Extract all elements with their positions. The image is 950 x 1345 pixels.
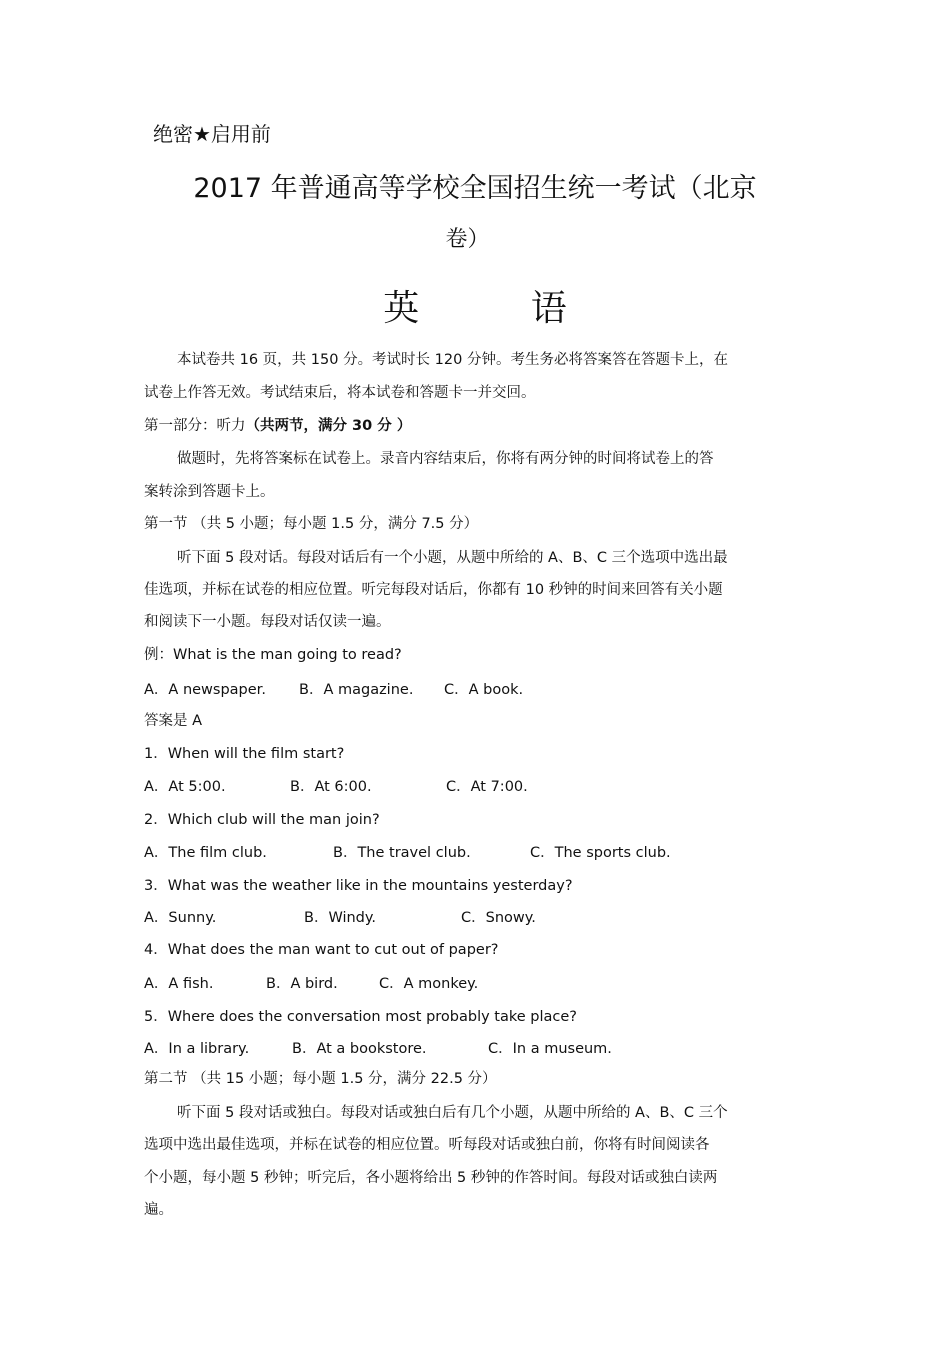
part1-instruction-line2: 案转涂到答题卡上。 [144, 484, 275, 500]
q3-option-c: C．Snowy. [461, 910, 536, 926]
q3-option-a: A．Sunny. [144, 910, 217, 926]
example-option-b: B．A magazine. [299, 682, 414, 698]
part1-instruction-line1: 做题时，先将答案标在试卷上。录音内容结束后，你将有两分钟的时间将试卷上的答 [177, 451, 714, 467]
part1-heading-score: （共两节，满分 30 分 ） [245, 418, 412, 434]
q5-option-b: B．At a bookstore. [292, 1041, 427, 1057]
section1-instruction-line2: 佳选项，并标在试卷的相应位置。听完每段对话后，你都有 10 秒钟的时间来回答有关小题 [144, 582, 723, 598]
example-question: 例：What is the man going to read? [144, 647, 402, 663]
question-1: 1．When will the film start? [144, 746, 345, 762]
q3-option-b: B．Windy. [304, 910, 377, 926]
q4-option-b: B．A bird. [266, 976, 338, 992]
subject-title: 英 语 [383, 288, 617, 329]
secret-label: 绝密★启用前 [153, 122, 271, 146]
exam-title-line2: 卷） [445, 227, 490, 252]
q5-option-c: C．In a museum. [488, 1041, 612, 1057]
q1-option-b: B．At 6:00. [290, 779, 372, 795]
question-2: 2．Which club will the man join? [144, 812, 380, 828]
intro-line2: 试卷上作答无效。考试结束后，将本试卷和答题卡一并交回。 [144, 385, 536, 401]
section2-instruction-line3: 个小题，每小题 5 秒钟；听完后，各小题将给出 5 秒钟的作答时间。每段对话或独白读两 [144, 1170, 718, 1186]
question-4: 4．What does the man want to cut out of paper? [144, 942, 499, 958]
q4-option-a: A．A fish. [144, 976, 214, 992]
section2-instruction-line2: 选项中选出最佳选项，并标在试卷的相应位置。听每段对话或独白前，你将有时间阅读各 [144, 1137, 710, 1153]
q4-option-c: C．A monkey. [379, 976, 479, 992]
section1-instruction-line1: 听下面 5 段对话。每段对话后有一个小题，从题中所给的 A、B、C 三个选项中选出最 [177, 550, 728, 566]
intro-line1: 本试卷共 16 页，共 150 分。考试时长 120 分钟。考生务必将答案答在答题卡上，在 [177, 352, 728, 368]
section2-instruction-line1: 听下面 5 段对话或独白。每段对话或独白后有几个小题，从题中所给的 A、B、C 三个 [177, 1105, 728, 1121]
question-5: 5．Where does the conversation most probably take place? [144, 1009, 577, 1025]
exam-title-line1: 2017 年普通高等学校全国招生统一考试（北京 [193, 173, 757, 204]
example-option-a: A．A newspaper. [144, 682, 266, 698]
question-3: 3．What was the weather like in the mountains yesterday? [144, 878, 573, 894]
section2-instruction-line4: 遍。 [144, 1202, 173, 1218]
q5-option-a: A．In a library. [144, 1041, 250, 1057]
example-answer: 答案是 A [144, 713, 203, 729]
section1-instruction-line3: 和阅读下一小题。每段对话仅读一遍。 [144, 614, 391, 630]
q1-option-c: C．At 7:00. [446, 779, 528, 795]
q2-option-b: B．The travel club. [333, 845, 471, 861]
q1-option-a: A．At 5:00. [144, 779, 226, 795]
part1-heading-prefix: 第一部分：听力 [144, 418, 246, 434]
section2-heading: 第二节 （共 15 小题；每小题 1.5 分，满分 22.5 分） [144, 1071, 497, 1087]
part1-heading [144, 414, 411, 435]
example-option-c: C．A book. [444, 682, 524, 698]
q2-option-a: A．The film club. [144, 845, 267, 861]
q2-option-c: C．The sports club. [530, 845, 671, 861]
section1-heading: 第一节 （共 5 小题；每小题 1.5 分，满分 7.5 分） [144, 516, 479, 532]
